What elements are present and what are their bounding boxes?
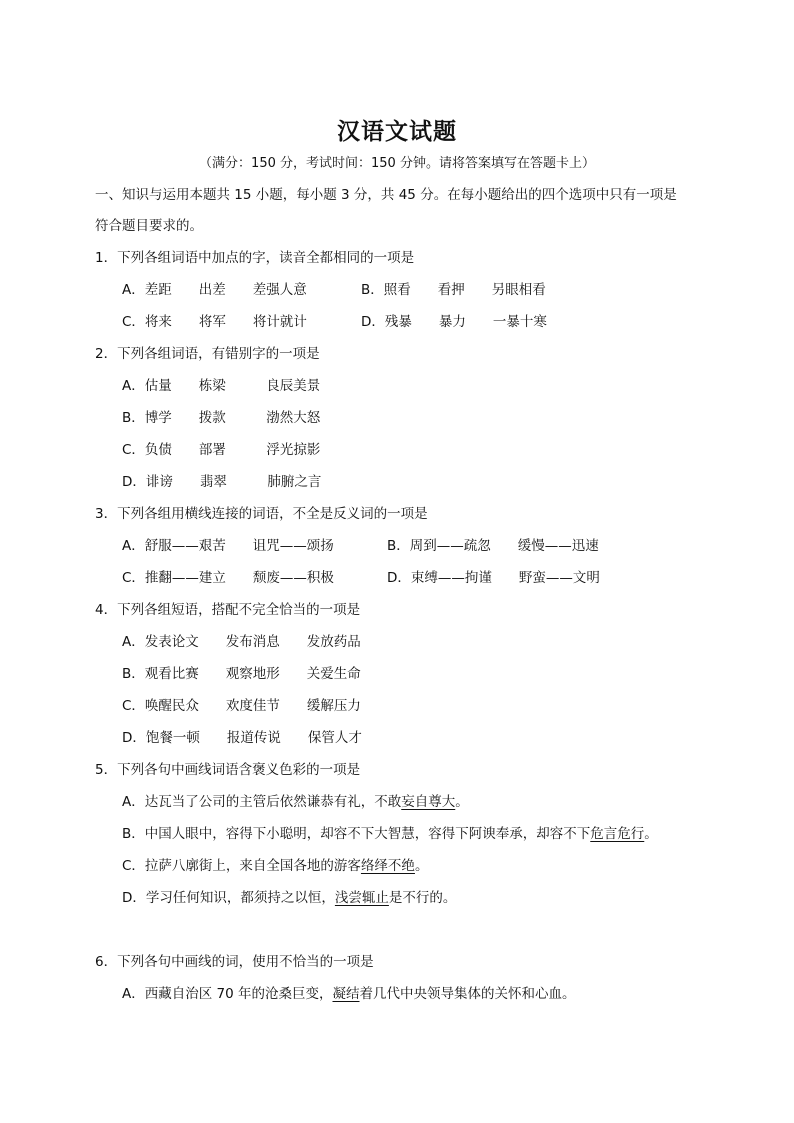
question-1-option-a: A．差距 出差 差强人意: [122, 282, 307, 298]
question-1-stem: 1．下列各组词语中加点的字，读音全都相同的一项是: [95, 250, 415, 266]
question-3-stem: 3．下列各组用横线连接的词语，不全是反义词的一项是: [95, 506, 428, 522]
question-4-option-d: D．饱餐一顿 报道传说 保管人才: [122, 730, 362, 746]
underlined-phrase: 络绎不绝: [360, 858, 415, 874]
question-4-stem: 4．下列各组短语，搭配不完全恰当的一项是: [95, 602, 361, 618]
option-text-end: 。: [455, 794, 469, 810]
question-6-stem: 6．下列各句中画线的词，使用不恰当的一项是: [95, 954, 374, 970]
underlined-phrase: 浅尝辄止: [334, 890, 389, 906]
question-5-option-a: [122, 790, 469, 810]
question-2-option-b: B．博学 拨款 渤然大怒: [122, 410, 321, 426]
section-heading-line-2: 符合题目要求的。: [95, 218, 203, 234]
question-3-option-a: A．舒服——艰苦 诅咒——颂扬: [122, 538, 334, 554]
exam-instructions: （满分：150 分，考试时间：150 分钟。请将答案填写在答题卡上）: [199, 156, 595, 171]
question-3-option-d: D．束缚——拘谨 野蛮——文明: [387, 570, 600, 586]
option-text-end: 。: [414, 858, 429, 874]
underlined-phrase: 凝结: [332, 986, 360, 1002]
option-text-end: 。: [644, 826, 658, 842]
question-2-option-c: C．负债 部署 浮光掠影: [122, 442, 321, 458]
question-4-option-a: A．发表论文 发布消息 发放药品: [122, 634, 361, 650]
question-4-option-b: B．观看比赛 观察地形 关爱生命: [122, 666, 361, 682]
question-5-stem: 5．下列各句中画线词语含褒义色彩的一项是: [95, 762, 361, 778]
section-heading-line-1: 一、知识与运用本题共 15 小题，每小题 3 分，共 45 分。在每小题给出的四个选项中只有一项是: [95, 187, 677, 203]
question-3-option-c: C．推翻——建立 颓废——积极: [122, 570, 334, 586]
question-2-option-a: A．估量 栋梁 良辰美景: [122, 378, 321, 394]
question-1-option-d: D．残暴 暴力 一暴十寒: [361, 314, 547, 330]
option-text: B．中国人眼中，容得下小聪明，却容不下大智慧，容得下阿谀奉承，却容不下: [122, 826, 591, 842]
option-text: C．拉萨八廓街上，来自全国各地的游客: [122, 858, 361, 874]
page-title: 汉语文试题: [337, 118, 457, 145]
question-1-option-b: B．照看 看押 另眼相看: [361, 282, 546, 298]
question-1-option-c: C．将来 将军 将计就计: [122, 314, 307, 330]
question-5-option-b: [122, 822, 658, 842]
option-text: A．西藏自治区 70 年的沧桑巨变，: [122, 986, 333, 1002]
option-text: D．学习任何知识，都须持之以恒，: [122, 890, 335, 906]
question-6-option-a: [122, 982, 576, 1002]
question-5-option-d: [122, 886, 456, 906]
option-text-end: 是不行的。: [388, 890, 457, 906]
question-5-option-c: [122, 854, 428, 874]
question-2-stem: 2．下列各组词语，有错别字的一项是: [95, 346, 320, 362]
option-text: A．达瓦当了公司的主管后依然谦恭有礼，不敢: [122, 794, 402, 810]
question-3-option-b: B．周到——疏忽 缓慢——迅速: [387, 538, 599, 554]
underlined-phrase: 妄自尊大: [401, 794, 456, 810]
option-text-end: 着几代中央领导集体的关怀和心血。: [359, 986, 576, 1002]
underlined-phrase: 危言危行: [590, 826, 645, 842]
question-4-option-c: C．唤醒民众 欢度佳节 缓解压力: [122, 698, 361, 714]
question-2-option-d: D．诽谤 翡翠 肺腑之言: [122, 474, 322, 490]
